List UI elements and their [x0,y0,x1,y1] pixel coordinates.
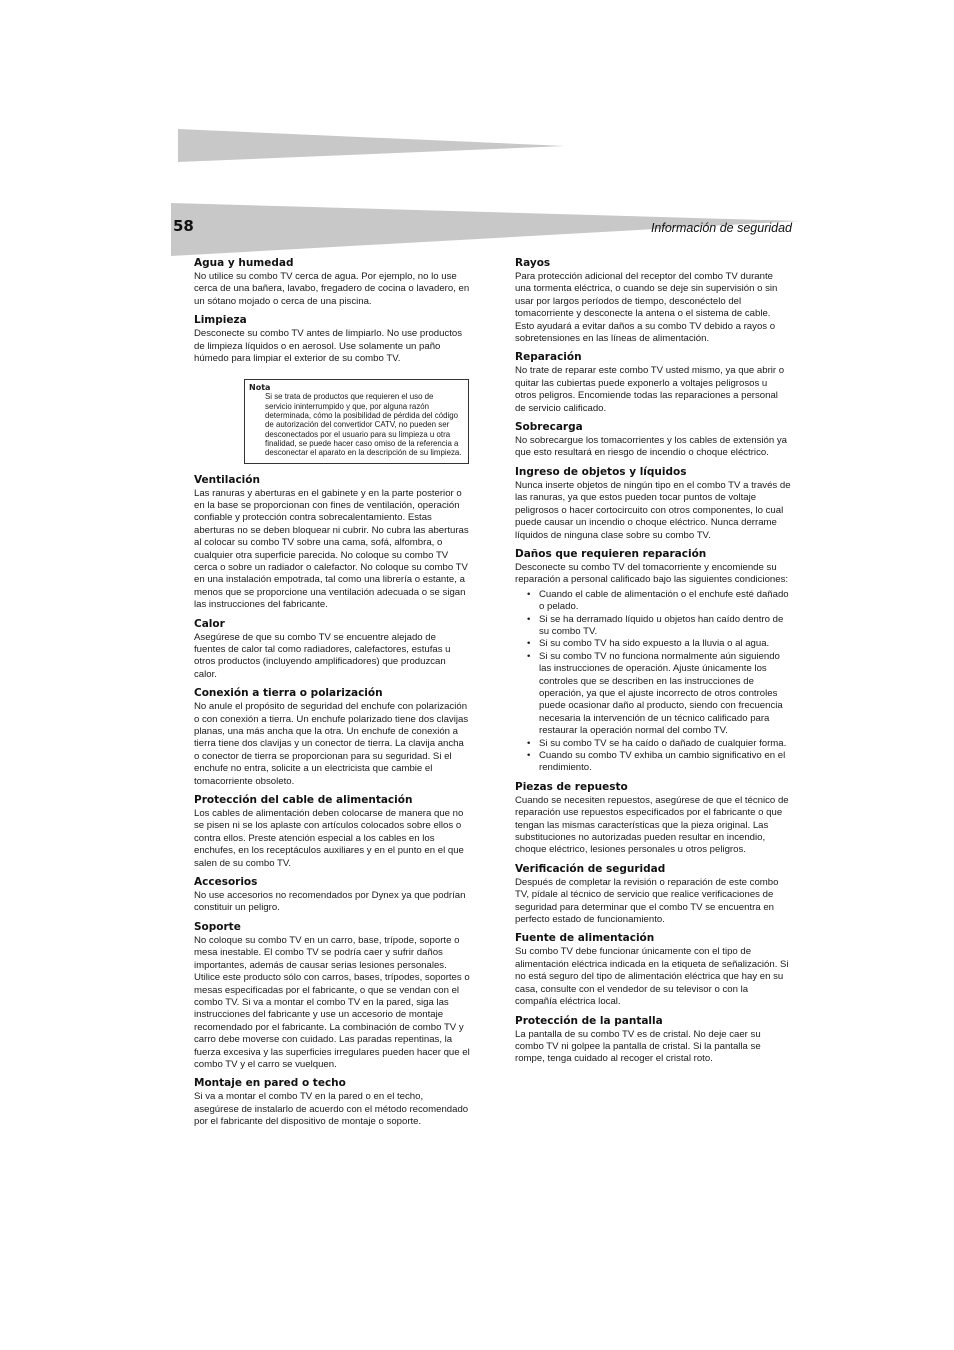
section-body: Para protección adicional del receptor del combo TV durante una tormenta eléctrica, o cuando se deje sin supervisión o sin usar por largos períodos de tiempo, desconéctelo del tomacorriente y desconecte la antena o el sistema de cable. Esto ayudará a evitar daños a su combo TV debido a rayos o sobretensiones en las líneas de alimentación. [515,271,778,345]
section-body: Desconecte su combo TV antes de limpiarlo. No use productos de limpieza líquidos o en aerosol. Use solamente un paño húmedo para limpiar el exterior de su combo TV. [194,328,463,365]
section-heading: Ingreso de objetos y líquidos [515,465,687,478]
section-sobrecarga [515,421,791,460]
section-body: Las ranuras y aberturas en el gabinete y en la parte posterior o en la base se proporcionan con fines de ventilación, operación confiable y protección contra sobrecalentamiento. Estas aberturas no se deben bloquear ni cubrir. No cubra las aberturas al colocar su combo TV sobre una cama, sofá, alfombra, o cualquier otra superficie parecida. No coloque su combo TV cerca o sobre un radiador o calefactor. No coloque su combo TV en una instalación empotrada, tal como una librería o estante, a menos que se proporcione una ventilación adecuada o se sigan las instrucciones del fabricante. [194,487,469,611]
section-verificacion [515,863,791,927]
list-item: • Si su combo TV se ha caído o dañado de cualquier forma. [539,738,791,750]
left-column [194,257,470,1135]
section-accesorios [194,876,470,915]
list-item: • Cuando su combo TV exhiba un cambio significativo en el rendimiento. [539,750,791,775]
section-body: No use accesorios no recomendados por Dynex ya que podrían constituir un peligro. [194,890,466,914]
list-item: • Si su combo TV ha sido expuesto a la lluvia o al agua. [539,638,791,650]
section-heading: Conexión a tierra o polarización [194,687,383,700]
section-body: No sobrecargue los tomacorrientes y los cables de extensión ya que esto resultará en riesgo de incendio o choque eléctrico. [515,435,787,459]
section-body: Nunca inserte objetos de ningún tipo en el combo TV a través de las ranuras, ya que estos pueden tocar puntos de voltaje peligrosos o hacer cortocircuito con otros componentes, lo cual puede causar un incendio o choque eléctrico. Nunca derrame líquidos de ninguna clase sobre su combo TV. [515,479,791,541]
note-text: Si se trata de productos que requieren el uso de servicio ininterrumpido y que, por alguna razón determinada, cómo la posibilidad de pérdida del código de autorización del convertidor CATV, no pueden ser desconectados por el usuario para su limpieza u otra finalidad, se puede hacer caso omiso de la referencia a desconectar el aparato en la descripción de su limpieza. [265,392,462,458]
section-body: No anule el propósito de seguridad del enchufe con polarización o con conexión a tierra. Un enchufe polarizado tiene dos clavijas planas, una más ancha que la otra. Un enchufe de conexión a tierra tiene dos clavijas y un conector de tierra. La clavija ancha o conector de tierra se proporcionan para su seguridad. Si el enchufe no entra, solicite a un electricista que cambie el tomacorriente obsoleto. [194,701,469,787]
section-body: Desconecte su combo TV del tomacorriente y encomiende su reparación a personal calificado bajo las siguientes condiciones: [515,561,789,586]
section-calor [194,618,470,682]
section-heading: Reparación [515,351,582,364]
section-soporte [194,921,470,1071]
damage-conditions-list [515,589,791,775]
section-heading: Daños que requieren reparación [515,547,707,560]
section-heading: Soporte [194,920,241,933]
section-body: Si va a montar el combo TV en la pared o en el techo, asegúrese de instalarlo de acuerdo con el método recomendado por el fabricante del dispositivo de montaje o soporte. [194,1091,469,1128]
section-montaje [194,1077,470,1128]
note-box [244,379,469,463]
section-heading: Protección del cable de alimentación [194,794,413,807]
section-limpieza [194,314,470,365]
section-body: Los cables de alimentación deben colocarse de manera que no se pisen ni se los aplaste con artículos colocados sobre ellos o contra ellos. Preste atención especial a los cables en los enchufes, en los receptáculos auxiliares y en el punto en el que salen de su combo TV. [194,808,464,869]
section-body: No coloque su combo TV en un carro, base, trípode, soporte o mesa inestable. El combo TV se podría caer y sufrir daños importantes, además de causar serias lesiones personales. Utilice este producto sólo con carros, bases, trípodes, soportes o mesas especificadas por el fabricante, o que se vendan con el combo TV. Si va a montar el combo TV en la pared, siga las instrucciones del fabricante y use un accesorio de montaje recomendado por el fabricante. La combinación de combo TV y carro debe moverse con cuidado. Las paradas repentinas, la fuerza excesiva y las superficies irregulares pueden hacer que el combo TV y el carro se vuelquen. [194,934,470,1070]
top-banner-stripe [178,129,565,162]
section-reparacion [515,351,791,415]
list-item: • Cuando el cable de alimentación o el enchufe esté dañado o pelado. [539,589,791,614]
section-heading: Sobrecarga [515,421,583,434]
section-fuente-alimentacion [515,932,791,1008]
page-number: 58 [173,217,194,235]
section-conexion-tierra [194,687,470,788]
section-title: Información de seguridad [650,221,792,235]
section-agua [194,257,470,308]
section-heading: Rayos [515,257,551,269]
section-piezas-repuesto [515,781,791,857]
section-heading: Montaje en pared o techo [194,1077,346,1090]
section-body: Cuando se necesiten repuestos, asegúrese de que el técnico de reparación use repuestos especificados por el fabricante o que tengan las mismas características que la pieza original. Las substituciones no autorizadas pueden resultar en incendio, choque eléctrico, lesiones personales u otros peligros. [515,794,789,856]
section-heading: Fuente de alimentación [515,932,655,945]
section-heading: Limpieza [194,314,247,327]
section-body: Después de completar la revisión o reparación de este combo TV, pídale al técnico de servicio que realice verificaciones de seguridad para determinar que el combo TV se encuentra en perfecto estado de funcionamiento. [515,876,779,926]
section-heading: Verificación de seguridad [515,862,666,875]
section-ventilacion [194,474,470,612]
section-heading: Accesorios [194,876,258,889]
section-rayos [515,257,791,345]
section-body: Asegúrese de que su combo TV se encuentre alejado de fuentes de calor tal como radiadores, calefactores, estufas u otros productos (incluyendo amplificadores) que produzcan calor. [194,631,451,680]
note-label: Nota [249,383,271,393]
section-heading: Protección de la pantalla [515,1014,663,1027]
list-item: • Si se ha derramado líquido u objetos han caído dentro de su combo TV. [539,614,791,639]
section-body: No utilice su combo TV cerca de agua. Por ejemplo, no lo use cerca de una bañera, lavabo, fregadero de cocina o lavadero, en un sótano mojado o cerca de una piscina. [194,271,470,307]
section-body: Su combo TV debe funcionar únicamente con el tipo de alimentación eléctrica indicada en la etiqueta de señalización. Si no está seguro del tipo de alimentación eléctrica que hay en su casa, consulte con el vendedor de su televisor o con la compañía eléctrica local. [515,946,789,1008]
list-item: • Si su combo TV no funciona normalmente aún siguiendo las instrucciones de operación. Ajuste únicamente los controles que se describen en las instrucciones de operación, ya que el ajuste incorrecto de otros controles puede ocasionar daño al producto, siendo con frecuencia necesaria la intervención de un técnico calificado para restaurar la operación normal del combo TV. [539,651,791,738]
section-body: La pantalla de su combo TV es de cristal. No deje caer su combo TV ni golpee la pantalla de cristal. Si la pantalla se rompe, tenga cuidado al recoger el cristal roto. [515,1028,761,1065]
section-heading: Calor [194,617,225,630]
section-danos-reparacion [515,548,791,775]
right-column [515,257,791,1072]
section-heading: Ventilación [194,473,260,486]
section-heading: Agua y humedad [194,257,294,269]
section-ingreso-objetos [515,466,791,542]
section-proteccion-cable [194,794,470,870]
section-body: No trate de reparar este combo TV usted mismo, ya que abrir o quitar las cubiertas puede exponerlo a voltajes peligrosos u otros peligros. Encomiende todas las reparaciones a personal de servicio calificado. [515,365,785,414]
section-heading: Piezas de repuesto [515,780,628,793]
section-proteccion-pantalla [515,1015,791,1066]
